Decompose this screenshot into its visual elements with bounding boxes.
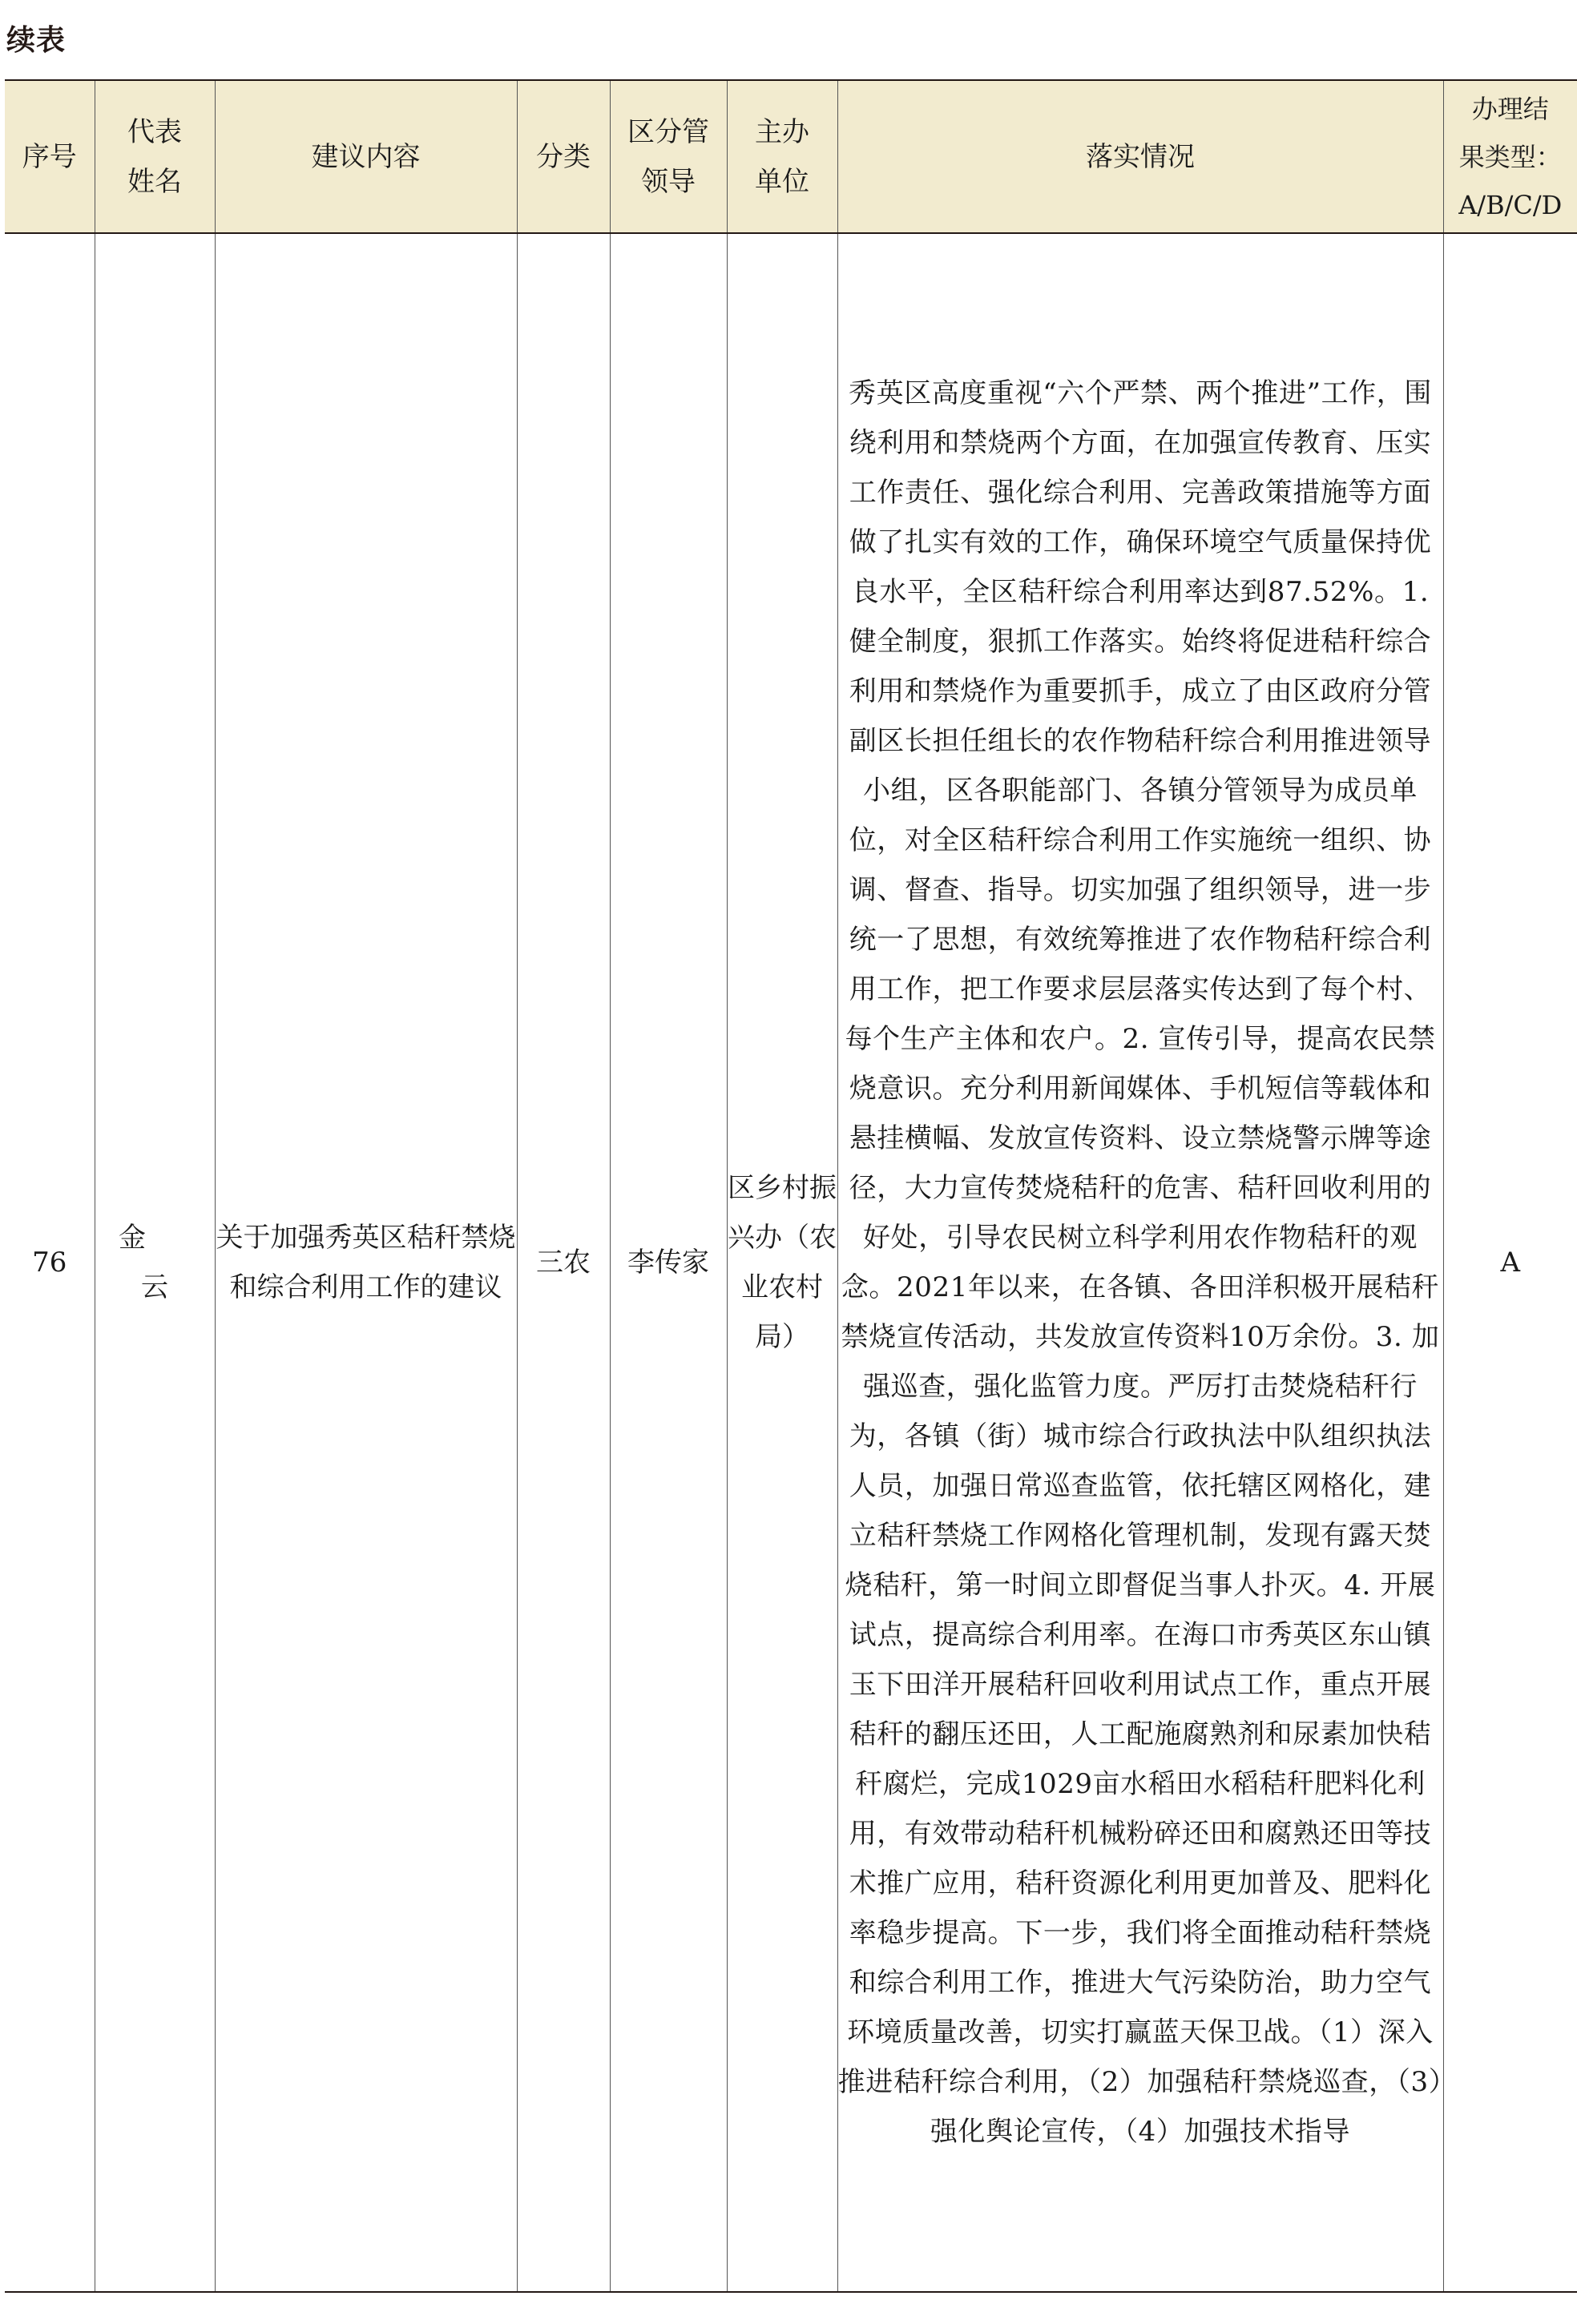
cell-implementation: 秀英区高度重视“六个严禁、两个推进”工作，围绕利用和禁烧两个方面，在加强宣传教育、压实工作责任、强化综合利用、完善政策措施等方面做了扎实有效的工作，确保环境空气质量保持优良水平，全区秸秆综合利用率达到87.52%。1. 健全制度，狠抓工作落实。始终将促进秸秆综合利用和禁烧作为重要抓手，成立了由区政府分管副区长担任组长的农作物秸秆综合利用推进领导小组，区各职能部门、各镇分管领导为成员单位，对全区秸秆综合利用工作实施统一组织、协调、督查、指导。切实加强了组织领导，进一步统一了思想，有效统筹推进了农作物秸秆综合利用工作，把工作要求层层落实传达到了每个村、每个生产主体和农户。2. 宣传引导，提高农民禁烧意识。充分利用新闻媒体、手机短信等载体和悬挂横幅、发放宣传资料、设立禁烧警示牌等途径，大力宣传焚烧秸秆的危害、秸秆回收利用的好处，引导农民树立科学利用农作物秸秆的观念。2021年以来，在各镇、各田洋积极开展秸秆禁烧宣传活动，共发放宣传资料10万余份。3. 加强巡查，强化监管力度。严厉打击焚烧秸秆行为，各镇（街）城市综合行政执法中队组织执法人员，加强日常巡查监管，依托辖区网格化，建立秸秆禁烧工作网格化管理机制，发现有露天焚烧秸秆，第一时间立即督促当事人扑灭。4. 开展试点，提高综合利用率。在海口市秀英区东山镇玉下田洋开展秸秆回收利用试点工作，重点开展秸秆的翻压还田，人工配施腐熟剂和尿素加快秸秆腐烂，完成1029亩水稻田水稻秸秆肥料化利用，有效带动秸秆机械粉碎还田和腐熟还田等技术推广应用，秸秆资源化利用更加普及、肥料化率稳步提高。下一步，我们将全面推动秸秆禁烧和综合利用工作，推进大气污染防治，助力空气环境质量改善，切实打赢蓝天保卫战。（1）深入推进秸秆综合利用，（2）加强秸秆禁烧巡查，（3）强化舆论宣传，（4）加强技术指导 — [837, 233, 1443, 2292]
cell-proposal: 关于加强秀英区秸秆禁烧和综合利用工作的建议 — [215, 233, 517, 2292]
header-category: 分类 — [517, 80, 610, 233]
header-rep-name-line1: 代表 — [127, 115, 182, 148]
header-result-type-line1: 办理结 — [1471, 93, 1549, 124]
header-result-type — [1443, 80, 1577, 233]
header-leader-line2: 领导 — [641, 165, 696, 198]
cell-rep-name — [95, 233, 215, 2292]
table-row — [5, 233, 1577, 2292]
header-seq: 序号 — [5, 80, 95, 233]
cell-seq: 76 — [5, 233, 95, 2292]
cell-leader: 李传家 — [610, 233, 727, 2292]
header-host-unit — [727, 80, 837, 233]
header-implementation: 落实情况 — [837, 80, 1443, 233]
table-header-row — [5, 80, 1577, 233]
rep-name-text: 金云 — [119, 1222, 213, 1303]
header-result-type-line2: 果类型： — [1458, 141, 1562, 172]
header-host-unit-line1: 主办 — [755, 115, 809, 148]
header-rep-name — [95, 80, 215, 233]
header-leader-line1: 区分管 — [627, 115, 709, 148]
cell-result-type: A — [1443, 233, 1577, 2292]
proposal-table — [5, 79, 1577, 2293]
header-rep-name-line2: 姓名 — [127, 165, 182, 198]
header-proposal: 建议内容 — [215, 80, 517, 233]
header-host-unit-line2: 单位 — [755, 165, 809, 198]
cell-host-unit: 区乡村振兴办（农业农村局） — [727, 233, 837, 2292]
header-result-type-line3: A/B/C/D — [1458, 189, 1563, 220]
header-leader — [610, 80, 727, 233]
cell-category: 三农 — [517, 233, 610, 2292]
page-title: 续表 — [6, 24, 67, 57]
